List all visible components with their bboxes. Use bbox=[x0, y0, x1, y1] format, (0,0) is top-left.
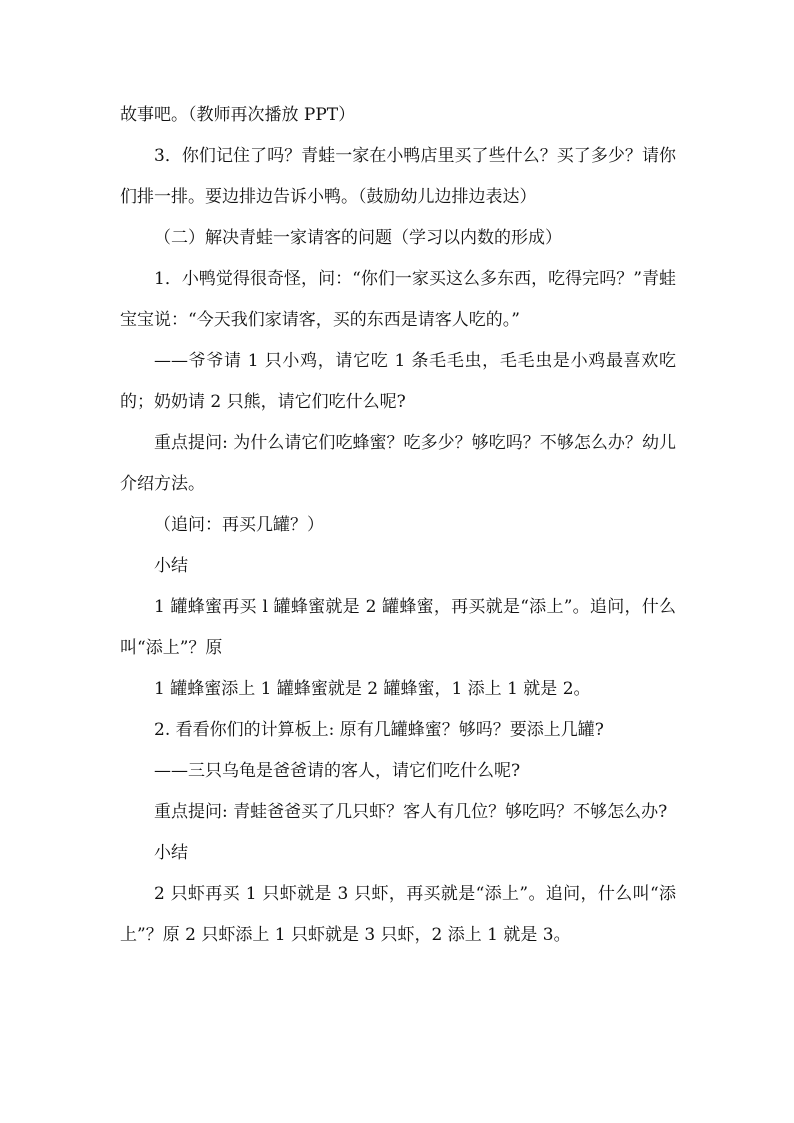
paragraph-12: ——三只乌龟是爸爸请的客人，请它们吃什么呢? bbox=[154, 761, 521, 781]
paragraph-5: ——爷爷请 1 只小鸡，请它吃 1 条毛毛虫，毛毛虫是小鸡最喜欢吃的；奶奶请 2 只熊，请它们吃什么呢? bbox=[120, 351, 676, 412]
paragraph-13: 重点提问: 青蛙爸爸买了几只虾？客人有几位？够吃吗？不够怎么办? bbox=[154, 802, 668, 822]
paragraph-2: 3．你们记住了吗？青蛙一家在小鸭店里买了些什么？买了多少？请你们排一排。要边排边告诉小鸭。（鼓励幼儿边排边表达） bbox=[120, 146, 676, 207]
summary-label-1: 小结 bbox=[154, 556, 188, 576]
paragraph-15: 2 只虾再买 1 只虾就是 3 只虾，再买就是“添上”。追问，什么叫“添上”？原 2 只虾添上 1 只虾就是 3 只虾，2 添上 1 就是 3。 bbox=[120, 884, 676, 945]
summary-label-2: 小结 bbox=[154, 843, 188, 863]
section-heading: （二）解决青蛙一家请客的问题（学习以内数的形成） bbox=[154, 228, 562, 248]
paragraph-10: 1 罐蜂蜜添上 1 罐蜂蜜就是 2 罐蜂蜜，1 添上 1 就是 2。 bbox=[154, 679, 591, 699]
paragraph-4: 1．小鸭觉得很奇怪，问：“你们一家买这么多东西，吃得完吗？”青蛙宝宝说：“今天我们家请客，买的东西是请客人吃的。” bbox=[120, 269, 676, 330]
document-body bbox=[120, 95, 676, 956]
paragraph-1: 故事吧。（教师再次播放 PPT） bbox=[120, 105, 356, 125]
paragraph-9: 1 罐蜂蜜再买 l 罐蜂蜜就是 2 罐蜂蜜，再买就是“添上”。追问，什么叫“添上”？原 bbox=[120, 597, 676, 658]
paragraph-6: 重点提问: 为什么请它们吃蜂蜜？吃多少？够吃吗？不够怎么办？幼儿介绍方法。 bbox=[120, 433, 676, 494]
paragraph-7: （追问：再买几罐？） bbox=[154, 515, 324, 535]
paragraph-11: 2. 看看你们的计算板上: 原有几罐蜂蜜？够吗？要添上几罐? bbox=[154, 720, 604, 740]
